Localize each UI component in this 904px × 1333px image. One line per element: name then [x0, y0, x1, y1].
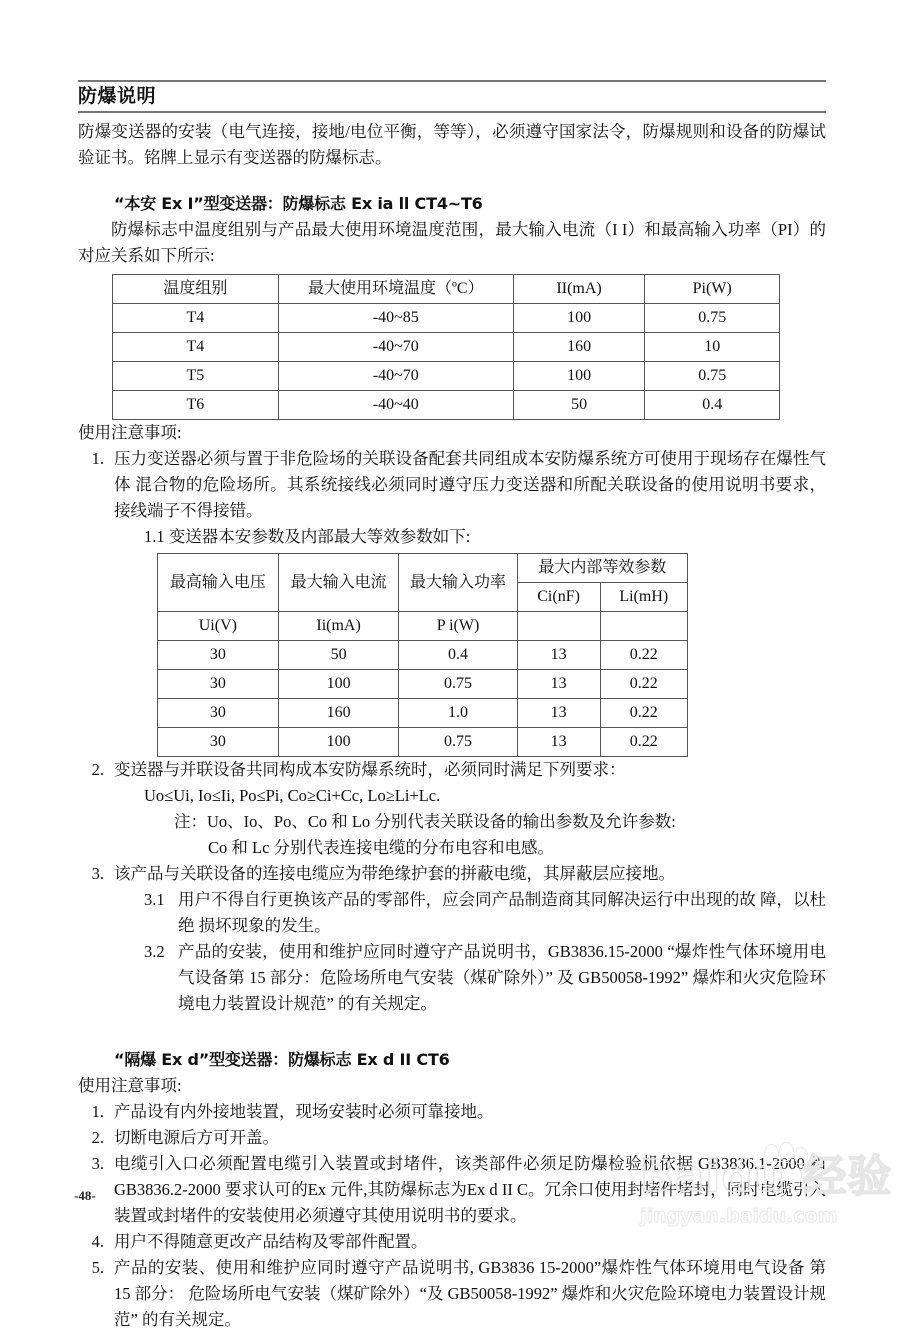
table1-cell: 160 [513, 333, 645, 362]
list-item-number: 3. [91, 864, 104, 883]
table2-header-cell: Ci(nF) [517, 583, 600, 612]
table2-group-header-cell: 最大内部等效参数 [517, 554, 687, 583]
sub-list-item-3-1 [144, 887, 826, 939]
item2-note-line-2: Co 和 Lc 分别代表连接电缆的分布电容和电感。 [208, 838, 555, 857]
list-item [78, 1125, 826, 1151]
table1-cell: T4 [113, 304, 279, 333]
list-item [78, 1229, 826, 1255]
table2-header-cell: 最高输入电压 [158, 554, 279, 612]
usage-notes-label-ia: 使用注意事项: [78, 423, 182, 442]
table2-cell: 13 [517, 728, 600, 757]
table-row [158, 699, 688, 728]
table2-header-cell: 最大输入功率 [399, 554, 517, 612]
table1-cell: T5 [113, 362, 279, 391]
intrinsic-parameters-table [157, 553, 688, 757]
page-number: -48- [74, 1188, 96, 1203]
table2-cell: 30 [158, 670, 279, 699]
intro-paragraph: 防爆变送器的安装（电气连接，接地/电位平衡，等等），必须遵守国家法令，防爆规则和设备的防爆试验证书。铭牌上显示有变送器的防爆标志。 [78, 122, 826, 167]
intrinsic-parameters-table-wrapper [157, 553, 826, 757]
table1-header-cell: 最大使用环境温度（ºC） [278, 275, 513, 304]
sub-list-item-number: 3.2 [144, 942, 165, 961]
table1-cell: 50 [513, 391, 645, 420]
list-item [78, 1099, 826, 1125]
intrinsic-safety-item3-list [78, 861, 826, 887]
table1-header-cell: II(mA) [513, 275, 645, 304]
usage-notes-label-d: 使用注意事项: [78, 1076, 182, 1095]
table2-cell: 0.4 [399, 641, 517, 670]
heading-rule-bottom [78, 111, 826, 113]
table2-cell: 0.75 [399, 728, 517, 757]
table2-cell: 50 [278, 641, 399, 670]
list-item [78, 1255, 826, 1333]
table1-cell: 0.75 [645, 362, 780, 391]
table1-cell: -40~40 [278, 391, 513, 420]
list-item-text: 变送器与并联设备共同构成本安防爆系统时，必须同时满足下列要求： [114, 760, 626, 779]
table2-cell: 100 [278, 670, 399, 699]
item2-formula: Uo≤Ui, Io≤Ii, Po≤Pi, Co≥Ci+Cc, Lo≥Li+Lc. [144, 786, 441, 805]
table2-cell: 0.75 [399, 670, 517, 699]
flameproof-notes-list [78, 1099, 826, 1333]
table1-cell: 10 [645, 333, 780, 362]
page-title: 防爆说明 [78, 85, 157, 107]
table2-cell: 13 [517, 670, 600, 699]
sub-list-item-number: 3.1 [144, 890, 165, 909]
table1-cell: -40~85 [278, 304, 513, 333]
table1-cell: T6 [113, 391, 279, 420]
table2-cell: 13 [517, 641, 600, 670]
watermark-brand: Baidu 经验 [640, 1151, 893, 1202]
section-heading-intrinsic-safety: “本安 Ex I”型变送器：防爆标志 Ex ia ll CT4~T6 [114, 194, 483, 213]
list-item [78, 1151, 826, 1229]
list-item-text: 用户不得随意更改产品结构及零部件配置。 [114, 1232, 428, 1251]
table2-cell: 160 [278, 699, 399, 728]
sub-list-item-3-2 [144, 939, 826, 1017]
list-item-number: 2. [91, 1128, 104, 1147]
table2-cell: 100 [278, 728, 399, 757]
table-row [158, 641, 688, 670]
table2-cell: 0.22 [600, 728, 687, 757]
list-item-number: 5. [91, 1258, 104, 1277]
subitem-1-1-label: 1.1 变送器本安参数及内部最大等效参数如下: [144, 527, 471, 546]
table-row [113, 391, 780, 420]
table2-cell: 30 [158, 641, 279, 670]
table-unit-row [158, 612, 688, 641]
list-item-text: 压力变送器必须与置于非危险场的关联设备配套共同组成本安防爆系统方可使用于现场存在爆性气体 混合物的危险场所。其系统接线必须同时遵守压力变送器和所配关联设备的使用说明书要求，接线端子不得接错。 [114, 449, 826, 520]
heading-rule-top [78, 80, 826, 82]
temperature-class-table-wrapper [112, 274, 826, 420]
table1-cell: 100 [513, 304, 645, 333]
table-row [113, 362, 780, 391]
temperature-class-table [112, 274, 780, 420]
table1-cell: 100 [513, 362, 645, 391]
table-header-row [158, 554, 688, 583]
table-row [113, 304, 780, 333]
table2-cell: 1.0 [399, 699, 517, 728]
table2-unit-cell: Ui(V) [158, 612, 279, 641]
table-row [158, 728, 688, 757]
table1-cell: -40~70 [278, 333, 513, 362]
table2-cell: 0.22 [600, 699, 687, 728]
spacer [78, 171, 826, 191]
spacer [78, 1017, 826, 1047]
table1-cell: 0.75 [645, 304, 780, 333]
table-row [113, 333, 780, 362]
list-item-number: 2. [91, 760, 104, 779]
list-item-text: 切断电源后方可开盖。 [114, 1128, 279, 1147]
table2-cell: 30 [158, 699, 279, 728]
table1-cell: 0.4 [645, 391, 780, 420]
list-item-number: 1. [91, 449, 104, 468]
table-row [158, 670, 688, 699]
table1-cell: -40~70 [278, 362, 513, 391]
item2-note-line-1: 注：Uo、Io、Po、Co 和 Lo 分别代表关联设备的输出参数及允许参数: [174, 812, 676, 831]
table2-header-cell: Li(mH) [600, 583, 687, 612]
list-item-text: 产品的安装、使用和维护应同时遵守产品说明书, GB3836 15-2000”爆炸性气体环境用电气设备 第15 部分： 危险场所电气安装（煤矿除外）“及 GB50058-1992” 爆炸和火灾危险环境电力装置设计规范” 的有关规定。 [114, 1258, 826, 1329]
table2-header-cell: 最大输入电流 [278, 554, 399, 612]
table2-unit-cell [600, 612, 687, 641]
list-item-text: 该产品与关联设备的连接电缆应为带绝缘护套的拼蔽电缆，其屏蔽层应接地。 [114, 864, 675, 883]
table-header-row [113, 275, 780, 304]
list-item-number: 1. [91, 1102, 104, 1121]
table2-unit-cell: Ii(mA) [278, 612, 399, 641]
table2-unit-cell: P i(W) [399, 612, 517, 641]
page-content [78, 80, 826, 1333]
table2-cell: 0.22 [600, 670, 687, 699]
watermark-url: jingyan.baidu.com [640, 1205, 838, 1227]
intrinsic-safety-notes-list [78, 446, 826, 524]
table1-header-cell: Pi(W) [645, 275, 780, 304]
list-item-text: 电缆引入口必须配置电缆引入装置或封堵件，该类部件必须足防爆检验机依据 GB3836.1-2000 和 GB3836.2-2000 要求认可的Ex 元件,其防爆标志为Ex d II C。冗余口使用封堵件堵封，同时电缆引入装置或封堵件的安装使用必须遵守其使用说明书的要求。 [114, 1154, 826, 1225]
list-item-text: 产品设有内外接地装置，现场安装时必须可靠接地。 [114, 1102, 494, 1121]
list-item [78, 446, 826, 524]
table2-unit-cell [517, 612, 600, 641]
list-item-number: 3. [91, 1154, 104, 1173]
list-item [78, 757, 826, 783]
intrinsic-safety-paragraph: 防爆标志中温度组别与产品最大使用环境温度范围，最大输入电流（I I）和最高输入功率（PI）的对应关系如下所示: [78, 220, 826, 265]
sub-list-item-text: 用户不得自行更换该产品的零部件，应会同产品制造商其同解决运行中出现的故 障，以杜绝 损坏现象的发生。 [178, 890, 826, 935]
section-heading-flameproof: “隔爆 Ex d”型变送器：防爆标志 Ex d II CT6 [114, 1050, 450, 1069]
table1-cell: T4 [113, 333, 279, 362]
intrinsic-safety-notes-list-continued [78, 757, 826, 783]
table1-header-cell: 温度组别 [113, 275, 279, 304]
table2-cell: 0.22 [600, 641, 687, 670]
sub-list-item-text: 产品的安装，使用和维护应同时遵守产品说明书，GB3836.15-2000 “爆炸性气体环境用电气设备第 15 部分：危险场所电气安装（煤矿除外）” 及 GB50058-1992” 爆炸和火灾危险环境电力装置设计规范” 的有关规定。 [178, 942, 826, 1013]
table2-cell: 30 [158, 728, 279, 757]
list-item [78, 861, 826, 887]
list-item-number: 4. [91, 1232, 104, 1251]
table2-cell: 13 [517, 699, 600, 728]
